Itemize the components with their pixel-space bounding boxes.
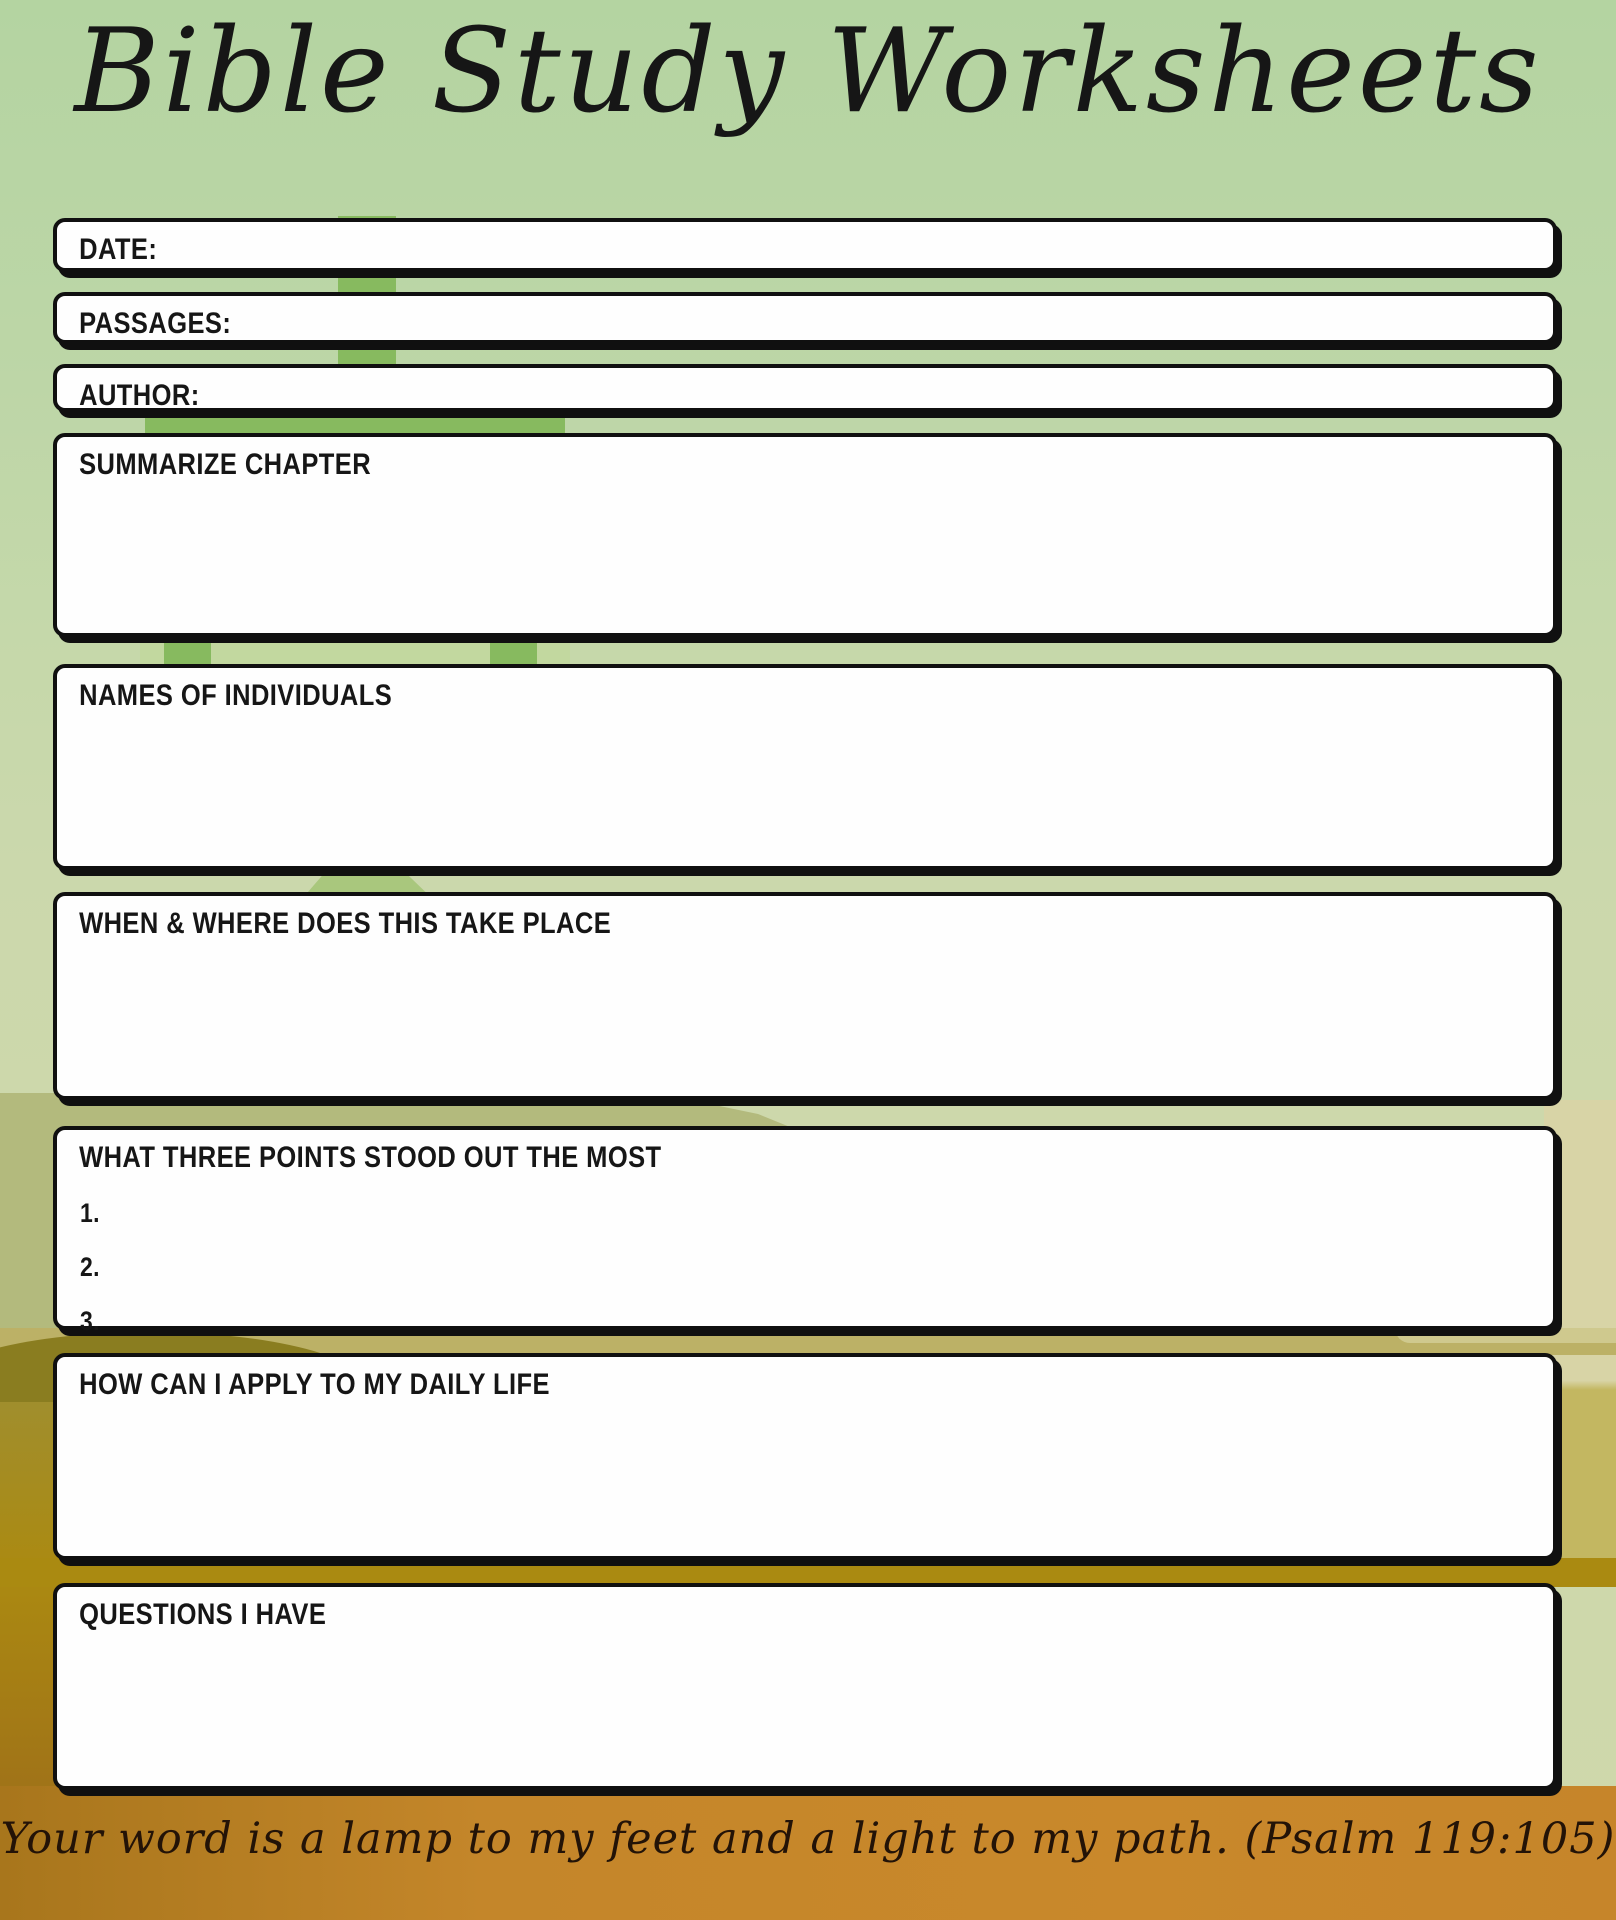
footer-scripture-quote: Your word is a lamp to my feet and a light to my path. (Psalm 119:105) xyxy=(0,1814,1616,1864)
passages-field-label: PASSAGES: xyxy=(79,307,232,340)
three-points-label: WHAT THREE POINTS STOOD OUT THE MOST xyxy=(79,1141,662,1174)
point-item-3: 3. xyxy=(79,1306,100,1336)
three-points-field xyxy=(53,1126,1557,1336)
point-item-2: 2. xyxy=(79,1252,100,1282)
passages-field xyxy=(53,292,1557,344)
summarize-chapter-field xyxy=(53,433,1557,637)
point-item-1: 1. xyxy=(79,1198,100,1228)
apply-daily-life-label: HOW CAN I APPLY TO MY DAILY LIFE xyxy=(79,1368,550,1401)
apply-daily-life-field xyxy=(53,1353,1557,1560)
questions-label: QUESTIONS I HAVE xyxy=(79,1598,327,1631)
names-of-individuals-field xyxy=(53,664,1557,870)
date-field-label: DATE: xyxy=(79,233,158,266)
summarize-chapter-label: SUMMARIZE CHAPTER xyxy=(79,448,372,481)
author-field xyxy=(53,364,1557,412)
names-of-individuals-label: NAMES OF INDIVIDUALS xyxy=(79,679,393,712)
questions-field xyxy=(53,1583,1557,1790)
light-hill-crest-shape xyxy=(1395,1328,1616,1343)
author-field-label: AUTHOR: xyxy=(79,379,200,412)
when-where-label: WHEN & WHERE DOES THIS TAKE PLACE xyxy=(79,907,612,940)
date-field xyxy=(53,218,1557,272)
when-where-field xyxy=(53,892,1557,1100)
page-title: Bible Study Worksheets xyxy=(74,4,1542,139)
